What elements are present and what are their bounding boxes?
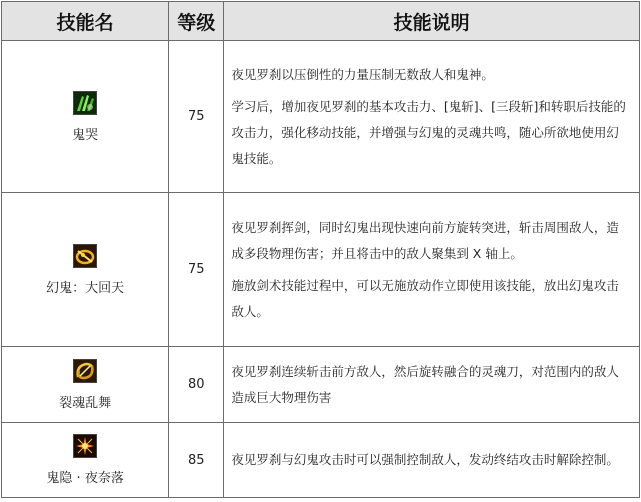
description-paragraph: 夜见罗刹连续斩击前方敌人，然后旋转融合的灵魂刀，对范围内的敌人造成巨大物理伤害 [231,363,619,405]
skill-description [224,193,640,347]
description-paragraph: 夜见罗刹以压倒性的力量压制无数敌人和鬼神。 [231,66,494,82]
gold-ring-slash-icon [73,244,97,268]
skill-description [224,41,640,193]
description-paragraph: 夜见罗刹与幻鬼攻击时可以强制控制敌人，发动终结攻击时解除控制。 [231,452,619,467]
header-level: 等级 [169,2,224,41]
orange-burst-icon [73,434,97,458]
skill-name: 鬼隐 · 夜奈落 [46,471,124,486]
table-row [2,423,640,498]
green-claw-icon [73,91,97,115]
skill-level: 75 [169,193,224,347]
table-row [2,193,640,347]
table-row [2,41,640,193]
header-description: 技能说明 [224,2,640,41]
skill-name-cell [2,347,169,423]
skill-description [224,347,640,423]
description-paragraph: 夜见罗刹挥剑，同时幻鬼出现快速向前方旋转突进，斩击周围敌人，造成多段物理伤害；并且将击中的敌人聚集到 X 轴上。 [231,219,619,261]
gold-swirl-blade-icon [73,359,97,383]
description-paragraph: 学习后，增加夜见罗刹的基本攻击力、[鬼斩]、[三段斩]和转职后技能的攻击力，强化移动技能，并增强与幻鬼的灵魂共鸣，随心所欲地使用幻鬼技能。 [231,98,626,166]
header-skill-name: 技能名 [2,2,169,41]
skill-description [224,423,640,498]
skill-level: 85 [169,423,224,498]
table-header-row [2,2,640,41]
skill-name: 鬼哭 [72,127,99,143]
skill-name-cell [2,423,169,498]
skill-level: 80 [169,347,224,423]
description-paragraph: 施放剑术技能过程中，可以无施放动作立即使用该技能，放出幻鬼攻击敌人。 [231,277,619,319]
skill-name-cell [2,193,169,347]
table-row [2,347,640,423]
skill-level: 75 [169,41,224,193]
skill-name-cell [2,41,169,193]
skill-name: 幻鬼：大回天 [46,280,125,296]
skill-table [1,1,640,498]
skill-name: 裂魂乱舞 [59,395,112,411]
